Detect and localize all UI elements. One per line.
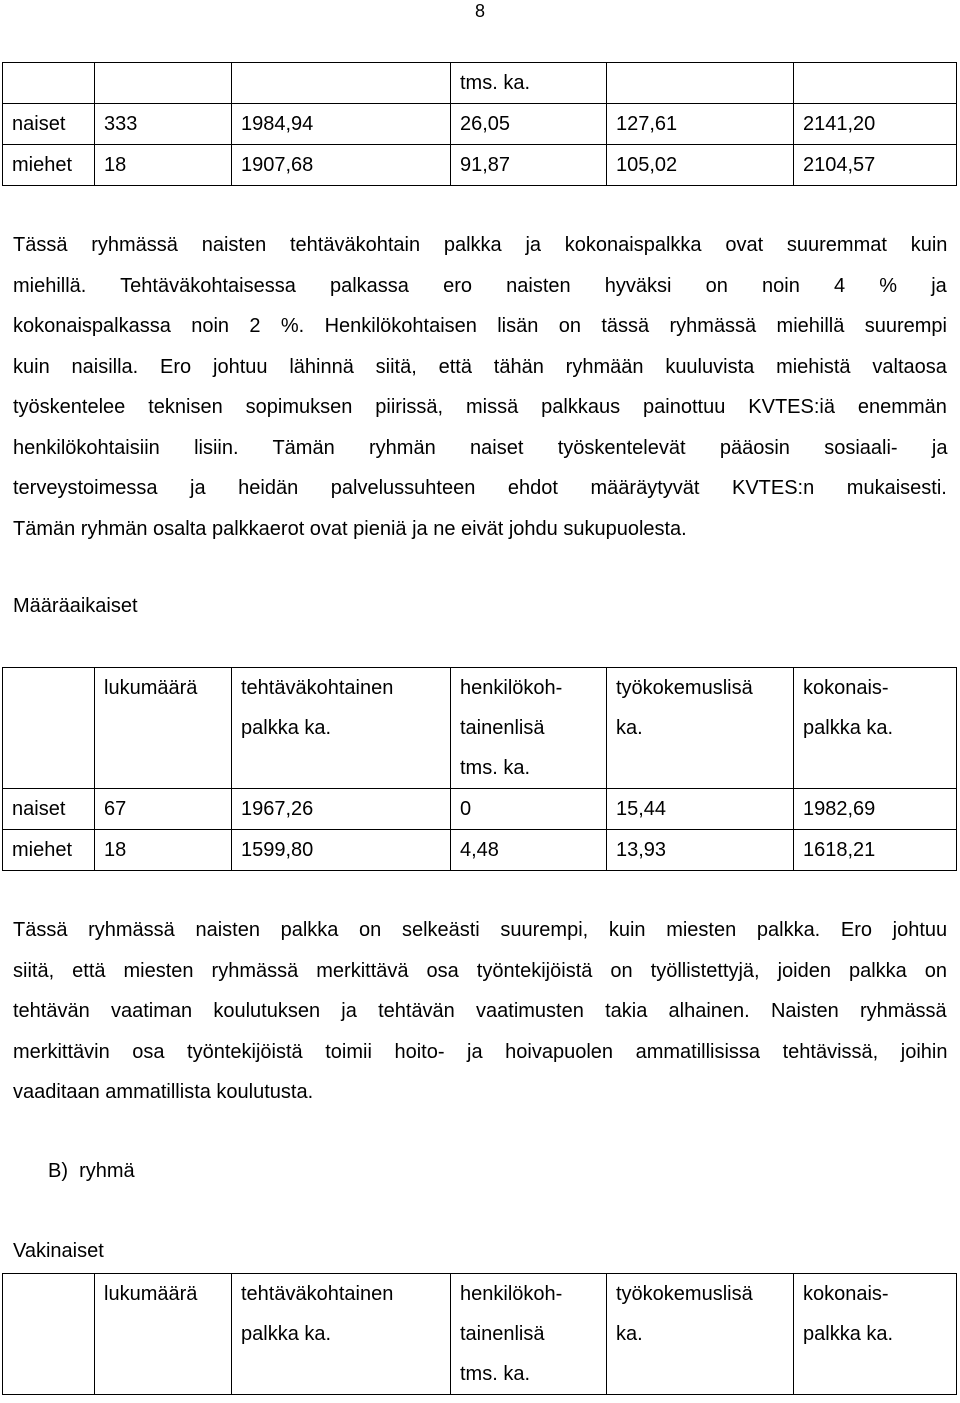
table-header-cell <box>451 63 607 104</box>
table-header-cell <box>607 1274 794 1395</box>
section-heading-group-b: B) ryhmä <box>48 1160 135 1182</box>
table-cell: 105,02 <box>607 145 794 186</box>
table-row <box>3 104 957 145</box>
table-header-cell <box>95 668 232 789</box>
table-cell: 18 <box>95 145 232 186</box>
permanent-salary-table <box>2 1273 957 1395</box>
paragraph-line: Tässä ryhmässä naisten tehtäväkohtain palkka ja kokonaispalkka ovat suuremmat kuin <box>13 234 948 256</box>
header-label-line: palkka ka. <box>241 1323 332 1345</box>
header-label-line: tms. ka. <box>460 757 531 779</box>
header-label-line: ka. <box>616 1323 643 1345</box>
table-header-row <box>3 668 957 789</box>
analysis-paragraph-1 <box>13 225 947 549</box>
table-row <box>3 830 957 871</box>
table-header-cell <box>451 668 607 789</box>
table-cell: 1967,26 <box>232 789 451 830</box>
section-heading-permanent: Vakinaiset <box>13 1240 104 1262</box>
table-cell: 91,87 <box>451 145 607 186</box>
table-cell: 1907,68 <box>232 145 451 186</box>
table-row <box>3 145 957 186</box>
table-cell: 2141,20 <box>794 104 957 145</box>
table-header-cell <box>3 668 95 789</box>
table-header-cell <box>3 63 95 104</box>
table-header-cell <box>794 668 957 789</box>
table-cell: 0 <box>451 789 607 830</box>
paragraph-line: merkittävin osa työntekijöistä toimii hoito- ja hoivapuolen ammatillisissa tehtävissä, joihin <box>13 1040 948 1063</box>
table-header-cell <box>232 63 451 104</box>
header-label-line: tehtäväkohtainen <box>241 1283 394 1305</box>
header-label-line: tehtäväkohtainen <box>241 677 394 699</box>
table-header-cell <box>232 668 451 789</box>
table-cell: miehet <box>3 830 95 871</box>
table-cell: miehet <box>3 145 95 186</box>
paragraph-line: kokonaispalkassa noin 2 %. Henkilökohtaisen lisän on tässä ryhmässä miehillä suurempi <box>13 315 947 337</box>
paragraph-line: työskentelee teknisen sopimuksen piirissä, missä palkkaus painottuu KVTES:iä enemmän <box>13 396 947 418</box>
table-header-cell <box>95 63 232 104</box>
header-label-line: tainenlisä <box>460 1323 545 1345</box>
section-heading-fixed-term: Määräaikaiset <box>13 595 138 617</box>
analysis-paragraph-2 <box>13 910 947 1113</box>
table-cell: 1982,69 <box>794 789 957 830</box>
header-label-line: kokonais- <box>803 677 889 699</box>
table-cell: 26,05 <box>451 104 607 145</box>
table-cell: 18 <box>95 830 232 871</box>
header-label-line: palkka ka. <box>803 1323 894 1345</box>
header-label-line: henkilökoh- <box>460 1283 563 1305</box>
table-cell: 333 <box>95 104 232 145</box>
table-cell: naiset <box>3 789 95 830</box>
table-cell: 4,48 <box>451 830 607 871</box>
header-label-line: palkka ka. <box>803 717 894 739</box>
table-cell: 1984,94 <box>232 104 451 145</box>
table-header-cell <box>451 1274 607 1395</box>
header-label-line: henkilökoh- <box>460 677 563 699</box>
header-label-line: lukumäärä <box>104 1283 198 1305</box>
header-label-line: tainenlisä <box>460 717 545 739</box>
paragraph-line: miehillä. Tehtäväkohtaisessa palkassa ero naisten hyväksi on noin 4 % ja <box>13 274 947 297</box>
table-cell: 67 <box>95 789 232 830</box>
header-label-line: kokonais- <box>803 1283 889 1305</box>
header-label-line: ka. <box>616 717 643 739</box>
table-header-cell <box>607 668 794 789</box>
table-header-cell <box>3 1274 95 1395</box>
paragraph-line: vaaditaan ammatillista koulutusta. <box>13 1081 314 1103</box>
paragraph-line: Tämän ryhmän osalta palkkaerot ovat pieniä ja ne eivät johdu sukupuolesta. <box>13 517 687 540</box>
table-header-row <box>3 1274 957 1395</box>
paragraph-line: siitä, että miesten ryhmässä merkittävä osa työntekijöistä on työllistettyjä, joiden palkka on <box>13 959 948 982</box>
table-cell: 2104,57 <box>794 145 957 186</box>
table-header-cell <box>95 1274 232 1395</box>
table-row <box>3 789 957 830</box>
table-header-cell <box>794 63 957 104</box>
table-cell: 1599,80 <box>232 830 451 871</box>
header-label-line: tms. ka. <box>460 1363 531 1385</box>
salary-table-continued <box>2 62 957 186</box>
header-label-line: työkokemuslisä <box>616 1283 753 1305</box>
table-header-cell <box>607 63 794 104</box>
table-header-cell <box>232 1274 451 1395</box>
table-cell: 13,93 <box>607 830 794 871</box>
header-label: tms. ka. <box>460 72 531 94</box>
table-cell: naiset <box>3 104 95 145</box>
fixed-term-salary-table <box>2 667 957 871</box>
table-cell: 15,44 <box>607 789 794 830</box>
table-header-cell <box>794 1274 957 1395</box>
paragraph-line: kuin naisilla. Ero johtuu lähinnä siitä, että tähän ryhmään kuuluvista miehistä valtaosa <box>13 355 947 378</box>
table-cell: 127,61 <box>607 104 794 145</box>
header-label-line: palkka ka. <box>241 717 332 739</box>
table-cell: 1618,21 <box>794 830 957 871</box>
paragraph-line: Tässä ryhmässä naisten palkka on selkeästi suurempi, kuin miesten palkka. Ero johtuu <box>13 919 948 941</box>
header-label-line: työkokemuslisä <box>616 677 753 699</box>
table-header-row <box>3 63 957 104</box>
header-label-line: lukumäärä <box>104 677 198 699</box>
paragraph-line: terveystoimessa ja heidän palvelussuhteen ehdot määräytyvät KVTES:n mukaisesti. <box>13 477 947 499</box>
page-number: 8 <box>474 1 485 21</box>
paragraph-line: tehtävän vaatiman koulutuksen ja tehtävän vaatimusten takia alhainen. Naisten ryhmässä <box>13 1000 947 1022</box>
paragraph-line: henkilökohtaisiin lisiin. Tämän ryhmän naiset työskentelevät pääosin sosiaali- ja <box>13 436 948 459</box>
